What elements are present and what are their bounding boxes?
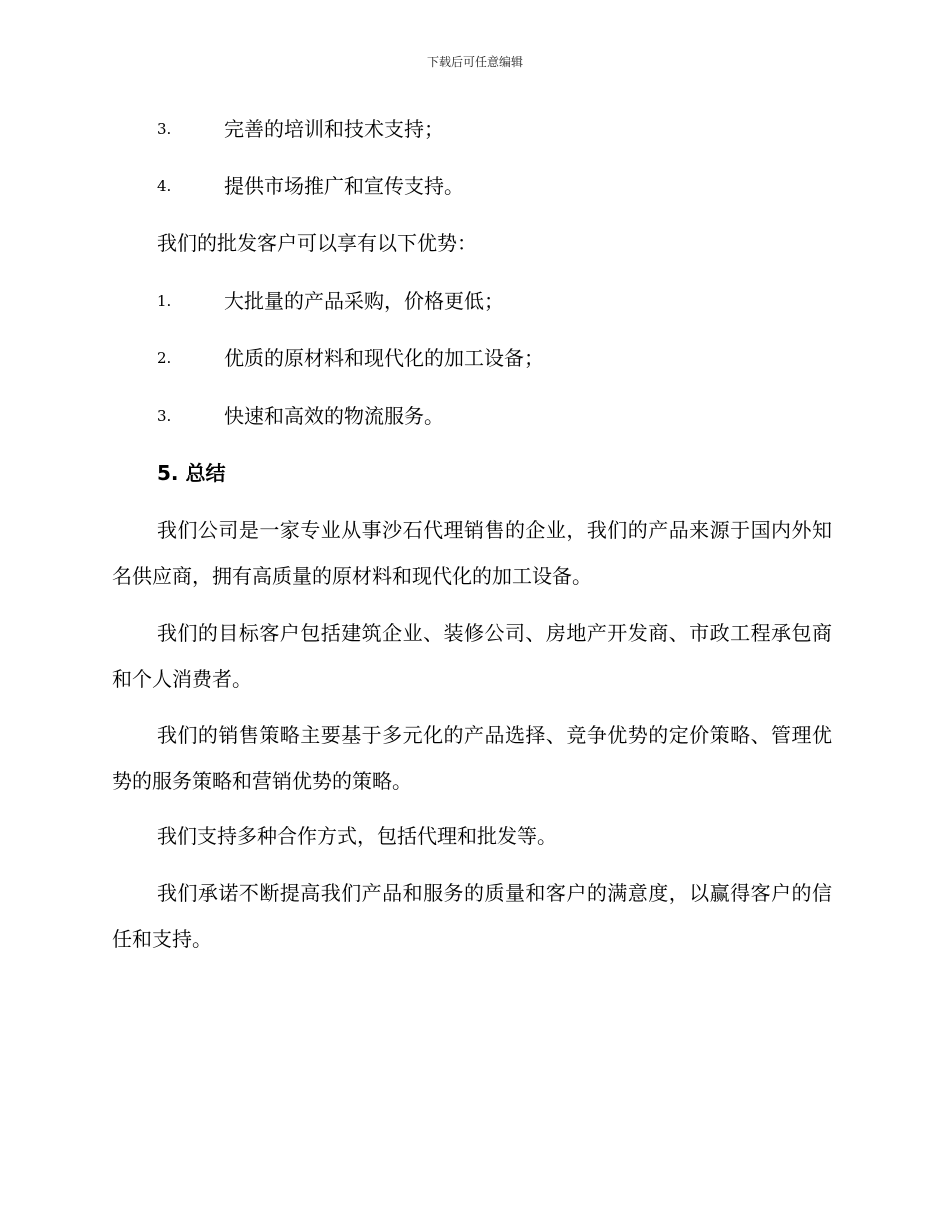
list-item — [0, 401, 950, 431]
wholesale-intro: 我们的批发客户可以享有以下优势： — [157, 231, 477, 255]
list-text: 优质的原材料和现代化的加工设备； — [224, 346, 544, 370]
paragraph: 我们公司是一家专业从事沙石代理销售的企业，我们的产品来源于国内外知名供应商，拥有高质量的原材料和现代化的加工设备。 — [112, 518, 832, 588]
list-number: 3. — [157, 120, 172, 138]
paragraph: 我们的销售策略主要基于多元化的产品选择、竞争优势的定价策略、管理优势的服务策略和营销优势的策略。 — [112, 723, 832, 793]
paragraph: 我们的目标客户包括建筑企业、装修公司、房地产开发商、市政工程承包商和个人消费者。 — [112, 621, 832, 691]
list-text: 完善的培训和技术支持； — [224, 117, 444, 141]
list-text: 快速和高效的物流服务。 — [224, 404, 444, 428]
paragraph: 我们承诺不断提高我们产品和服务的质量和客户的满意度，以赢得客户的信任和支持。 — [112, 881, 832, 951]
list-number: 4. — [157, 177, 172, 195]
list-item — [0, 286, 950, 316]
paragraph: 我们支持多种合作方式，包括代理和批发等。 — [157, 824, 557, 848]
list-text: 大批量的产品采购，价格更低； — [224, 289, 504, 313]
page-header: 下载后可任意编辑 — [426, 55, 523, 69]
list-text: 提供市场推广和宣传支持。 — [224, 174, 464, 198]
list-item — [0, 114, 950, 144]
list-item — [0, 171, 950, 201]
section-heading: 5. 总结 — [157, 461, 226, 485]
list-number: 1. — [157, 292, 172, 310]
list-number: 3. — [157, 407, 172, 425]
list-number: 2. — [157, 349, 172, 367]
list-item — [0, 343, 950, 373]
